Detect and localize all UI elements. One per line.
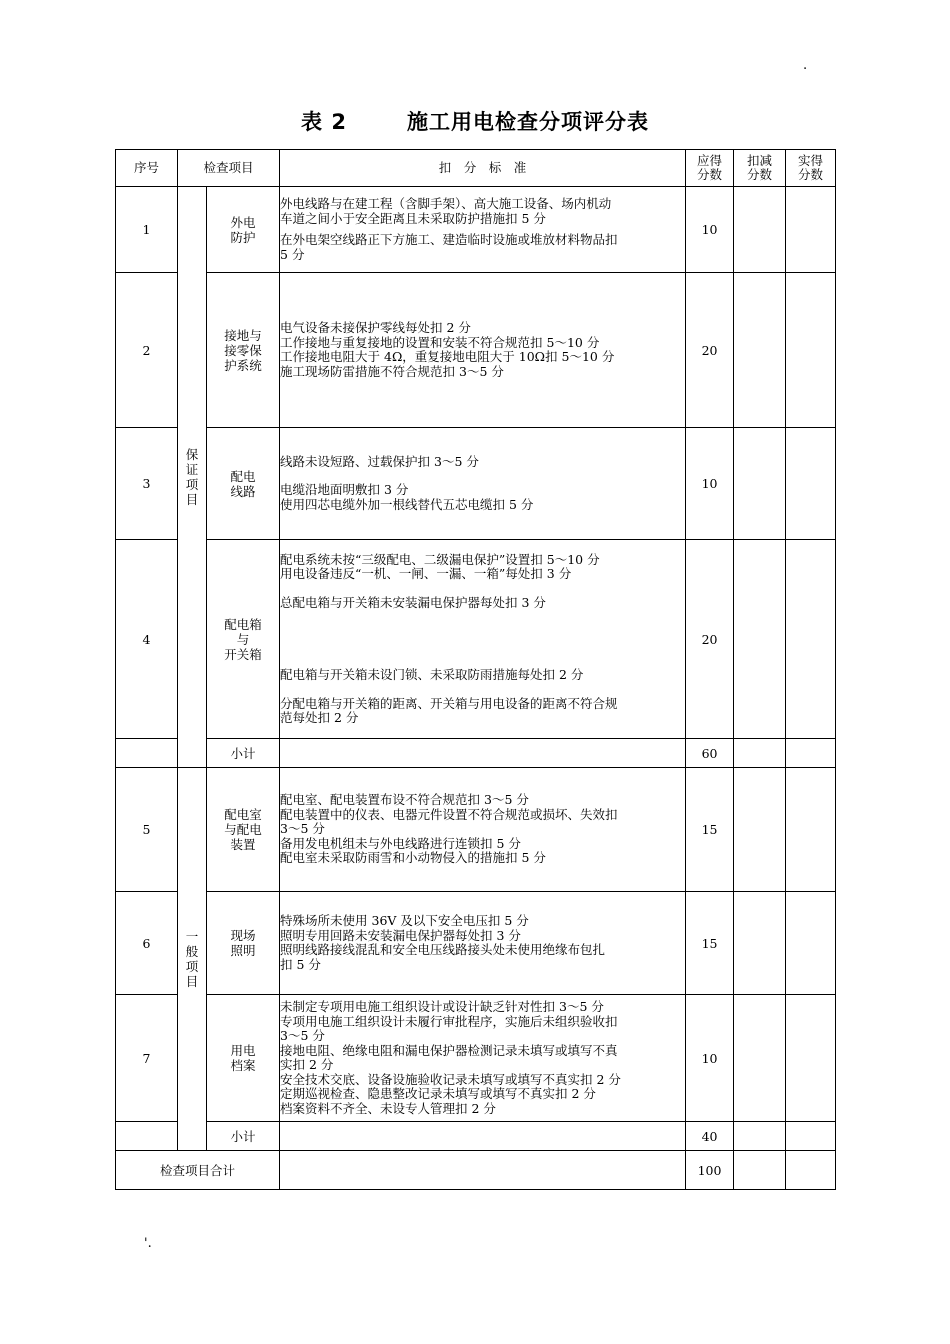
subtotal-row bbox=[116, 739, 836, 768]
deduct-score-cell[interactable] bbox=[734, 1122, 786, 1151]
row-seq: 1 bbox=[116, 187, 178, 273]
item-name: 接地与 接零保 护系统 bbox=[207, 273, 280, 428]
table-row bbox=[116, 187, 836, 273]
row-seq: 5 bbox=[116, 768, 178, 892]
item-name: 配电室 与配电 装置 bbox=[207, 768, 280, 892]
deduct-score-cell[interactable] bbox=[734, 768, 786, 892]
due-score: 15 bbox=[686, 768, 734, 892]
deduct-score-cell[interactable] bbox=[734, 892, 786, 995]
header-actual-score: 实得 分数 bbox=[786, 150, 836, 187]
table-row bbox=[116, 995, 836, 1122]
total-label: 检查项目合计 bbox=[116, 1151, 280, 1190]
deduct-score-cell[interactable] bbox=[734, 540, 786, 739]
deduct-score-cell[interactable] bbox=[734, 1151, 786, 1190]
criteria-cell: 特殊场所未使用 36V 及以下安全电压扣 5 分 照明专用回路未安装漏电保护器每处扣 3 分 照明线路接线混乱和安全电压线路接头处未使用绝缘布包扎 扣 5 分 bbox=[280, 892, 686, 995]
deduct-score-cell[interactable] bbox=[734, 995, 786, 1122]
due-score: 10 bbox=[686, 995, 734, 1122]
page-dot-top: . bbox=[803, 58, 808, 73]
actual-score-cell[interactable] bbox=[786, 995, 836, 1122]
row-seq: 3 bbox=[116, 428, 178, 540]
subtotal-row bbox=[116, 1122, 836, 1151]
criteria-cell: 外电线路与在建工程（含脚手架）、高大施工设备、场内机动 车道之间小于安全距离且未采取防护措施扣 5 分 在外电架空线路正下方施工、建造临时设施或堆放材料物品扣 5 分 bbox=[280, 187, 686, 273]
item-name: 配电 线路 bbox=[207, 428, 280, 540]
deduct-score-cell[interactable] bbox=[734, 187, 786, 273]
row-seq: 4 bbox=[116, 540, 178, 739]
table-row bbox=[116, 428, 836, 540]
actual-score-cell[interactable] bbox=[786, 1122, 836, 1151]
total-score: 100 bbox=[686, 1151, 734, 1190]
subtotal-score: 40 bbox=[686, 1122, 734, 1151]
header-item: 检查项目 bbox=[178, 150, 280, 187]
table-row bbox=[116, 540, 836, 739]
deduct-score-cell[interactable] bbox=[734, 273, 786, 428]
actual-score-cell[interactable] bbox=[786, 428, 836, 540]
criteria-cell: 未制定专项用电施工组织设计或设计缺乏针对性扣 3～5 分 专项用电施工组织设计未履行审批程序，实施后未组织验收扣 3～5 分 接地电阻、绝缘电阻和漏电保护器检测记录未填写或填写不真 实扣 2 分 安全技术交底、设备设施验收记录未填写或填写不真实扣 2 分 定期巡视检查、隐患整改记录未填写或填写不真实扣 2 分 档案资料不齐全、未设专人管理扣 2 分 bbox=[280, 995, 686, 1122]
total-row bbox=[116, 1151, 836, 1190]
table-row bbox=[116, 273, 836, 428]
actual-score-cell[interactable] bbox=[786, 540, 836, 739]
due-score: 15 bbox=[686, 892, 734, 995]
deduct-score-cell[interactable] bbox=[734, 739, 786, 768]
table-row bbox=[116, 892, 836, 995]
header-row bbox=[116, 150, 836, 187]
page-dot-bottom: '. bbox=[144, 1236, 152, 1251]
due-score: 10 bbox=[686, 428, 734, 540]
item-name: 用电 档案 bbox=[207, 995, 280, 1122]
criteria-cell: 电气设备未接保护零线每处扣 2 分 工作接地与重复接地的设置和安装不符合规范扣 5～10 分 工作接地电阻大于 4Ω，重复接地电阻大于 10Ω扣 5～10 分 施工现场防雷措施不符合规范扣 3～5 分 bbox=[280, 273, 686, 428]
due-score: 20 bbox=[686, 273, 734, 428]
header-criteria: 扣 分 标 准 bbox=[280, 150, 686, 187]
due-score: 10 bbox=[686, 187, 734, 273]
row-seq: 2 bbox=[116, 273, 178, 428]
actual-score-cell[interactable] bbox=[786, 187, 836, 273]
subtotal-label: 小计 bbox=[207, 739, 280, 768]
table-title: 施工用电检查分项评分表 bbox=[406, 110, 649, 134]
subtotal-label: 小计 bbox=[207, 1122, 280, 1151]
table-number: 表 2 bbox=[301, 110, 347, 134]
header-deduct-score: 扣减 分数 bbox=[734, 150, 786, 187]
row-seq: 6 bbox=[116, 892, 178, 995]
item-name: 外电 防护 bbox=[207, 187, 280, 273]
actual-score-cell[interactable] bbox=[786, 892, 836, 995]
deduct-score-cell[interactable] bbox=[734, 428, 786, 540]
header-seq: 序号 bbox=[116, 150, 178, 187]
row-seq: 7 bbox=[116, 995, 178, 1122]
subtotal-score: 60 bbox=[686, 739, 734, 768]
page-title bbox=[0, 106, 950, 136]
criteria-cell: 配电室、配电装置布设不符合规范扣 3～5 分 配电装置中的仪表、电器元件设置不符合规范或损坏、失效扣 3～5 分 备用发电机组未与外电线路进行连锁扣 5 分 配电室未采取防雨雪和小动物侵入的措施扣 5 分 bbox=[280, 768, 686, 892]
actual-score-cell[interactable] bbox=[786, 273, 836, 428]
item-name: 配电箱 与 开关箱 bbox=[207, 540, 280, 739]
due-score: 20 bbox=[686, 540, 734, 739]
header-due-score: 应得 分数 bbox=[686, 150, 734, 187]
actual-score-cell[interactable] bbox=[786, 739, 836, 768]
criteria-cell: 配电系统未按“三级配电、二级漏电保护”设置扣 5～10 分 用电设备违反“一机、一闸、一漏、一箱”每处扣 3 分 总配电箱与开关箱未安装漏电保护器每处扣 3 分 配电箱与开关箱未设门锁、未采取防雨措施每处扣 2 分 分配电箱与开关箱的距离、开关箱与用电设备的距离不符合规 范每处扣 2 分 bbox=[280, 540, 686, 739]
score-table bbox=[115, 149, 836, 1190]
actual-score-cell[interactable] bbox=[786, 1151, 836, 1190]
item-name: 现场 照明 bbox=[207, 892, 280, 995]
table-row bbox=[116, 768, 836, 892]
group-general: 一 般 项 目 bbox=[178, 768, 207, 1151]
group-guarantee: 保 证 项 目 bbox=[178, 187, 207, 768]
actual-score-cell[interactable] bbox=[786, 768, 836, 892]
criteria-cell: 线路未设短路、过载保护扣 3～5 分 电缆沿地面明敷扣 3 分 使用四芯电缆外加一根线替代五芯电缆扣 5 分 bbox=[280, 428, 686, 540]
